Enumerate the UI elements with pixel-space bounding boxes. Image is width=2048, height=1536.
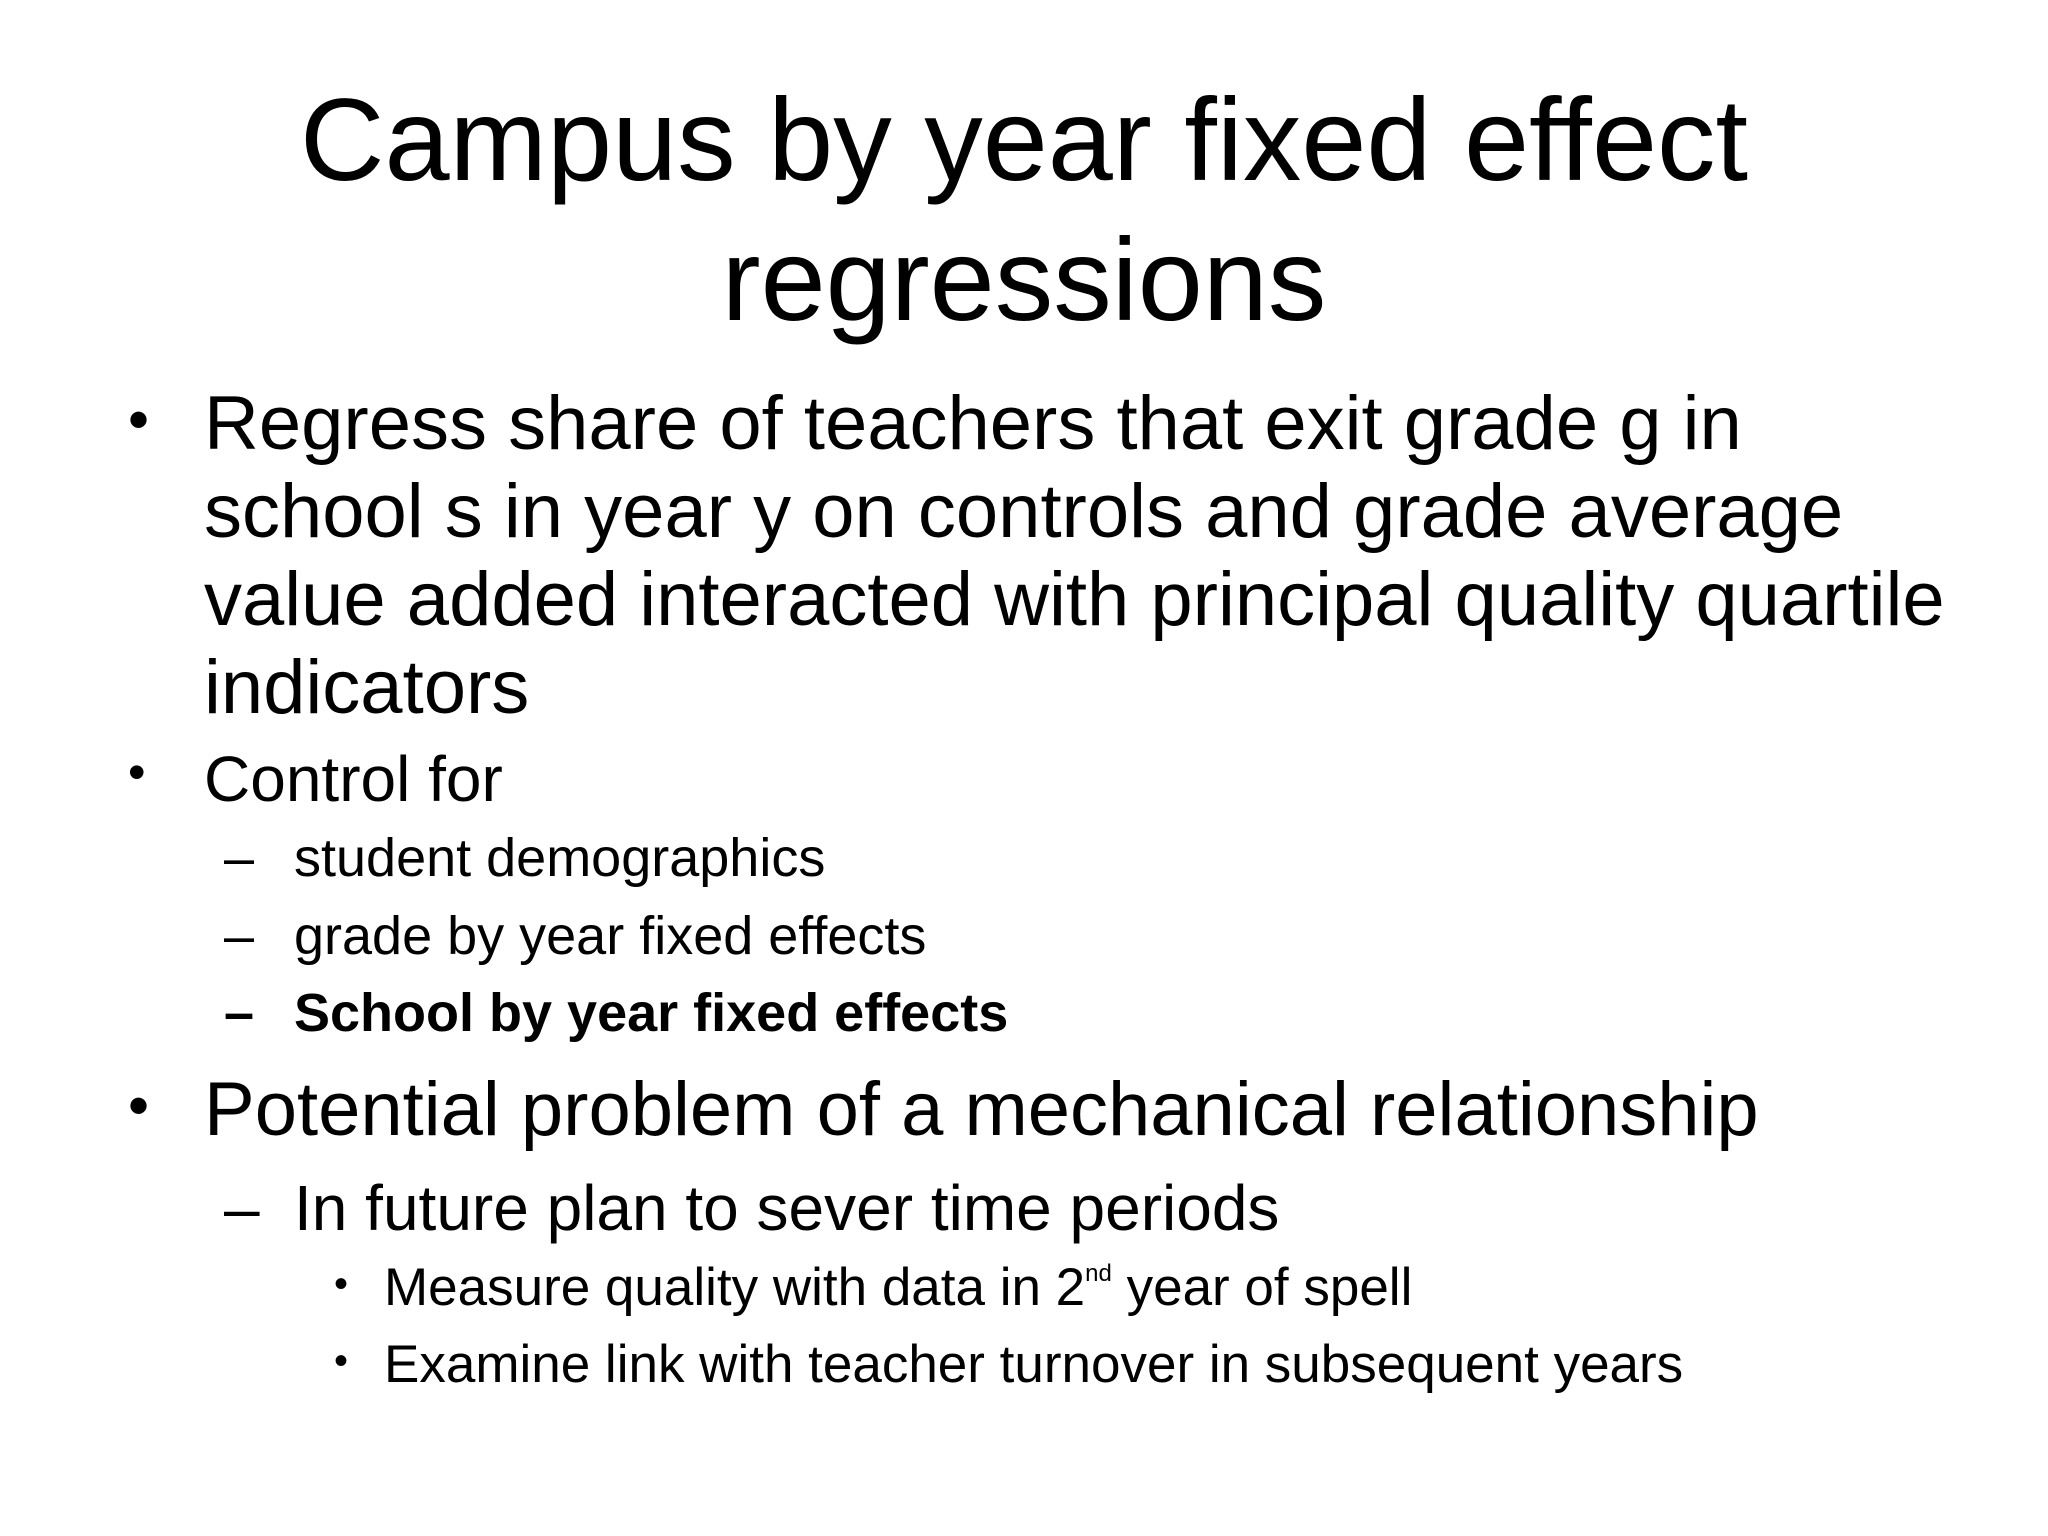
subitem-student-demographics [224, 826, 1924, 890]
dash-marker: – [224, 983, 255, 1043]
dash-marker: – [224, 906, 255, 966]
slide-title-line-2: regressions [721, 214, 1327, 345]
bullet-text: Potential problem of a mechanical relationship [204, 1067, 1759, 1152]
bullet-marker: • [128, 1072, 150, 1139]
bullet-marker: • [334, 1262, 349, 1306]
bullet-marker: • [334, 1339, 349, 1383]
bullet-marker: • [128, 744, 146, 800]
subitem-grade-by-year [224, 904, 1924, 968]
subsubitem-examine-link [334, 1333, 1994, 1397]
text-before: Measure quality with data in 2 [384, 1258, 1086, 1317]
bullet-text: Regress share of teachers that exit grade g in school s in year y on controls and grade average value added interacted with principal quality quartile indicators [204, 381, 1945, 730]
bullet-potential-problem [128, 1066, 1968, 1154]
bullet-text: Control for [204, 743, 503, 815]
subitem-school-by-year [224, 981, 1924, 1045]
subitem-text: School by year fixed effects [294, 983, 1009, 1043]
subitem-future-plan [224, 1170, 1924, 1246]
ordinal-superscript: nd [1085, 1260, 1112, 1287]
text-after: year of spell [1111, 1258, 1413, 1317]
bullet-regress-share [128, 380, 1968, 732]
subitem-text: student demographics [294, 828, 826, 888]
dash-marker: – [224, 1172, 260, 1244]
subsubitem-measure-quality [334, 1256, 1994, 1320]
slide-title [0, 70, 2048, 350]
subsubitem-text [384, 1256, 1994, 1320]
bullet-marker: • [128, 386, 150, 453]
slide-title-line-1: Campus by year fixed effect [299, 74, 1749, 205]
subitem-text: grade by year fixed effects [294, 906, 927, 966]
subsubitem-text: Examine link with teacher turnover in subsequent years [384, 1335, 1684, 1394]
subitem-text: In future plan to sever time periods [294, 1172, 1280, 1244]
bullet-control-for [128, 741, 1968, 817]
dash-marker: – [224, 828, 255, 888]
